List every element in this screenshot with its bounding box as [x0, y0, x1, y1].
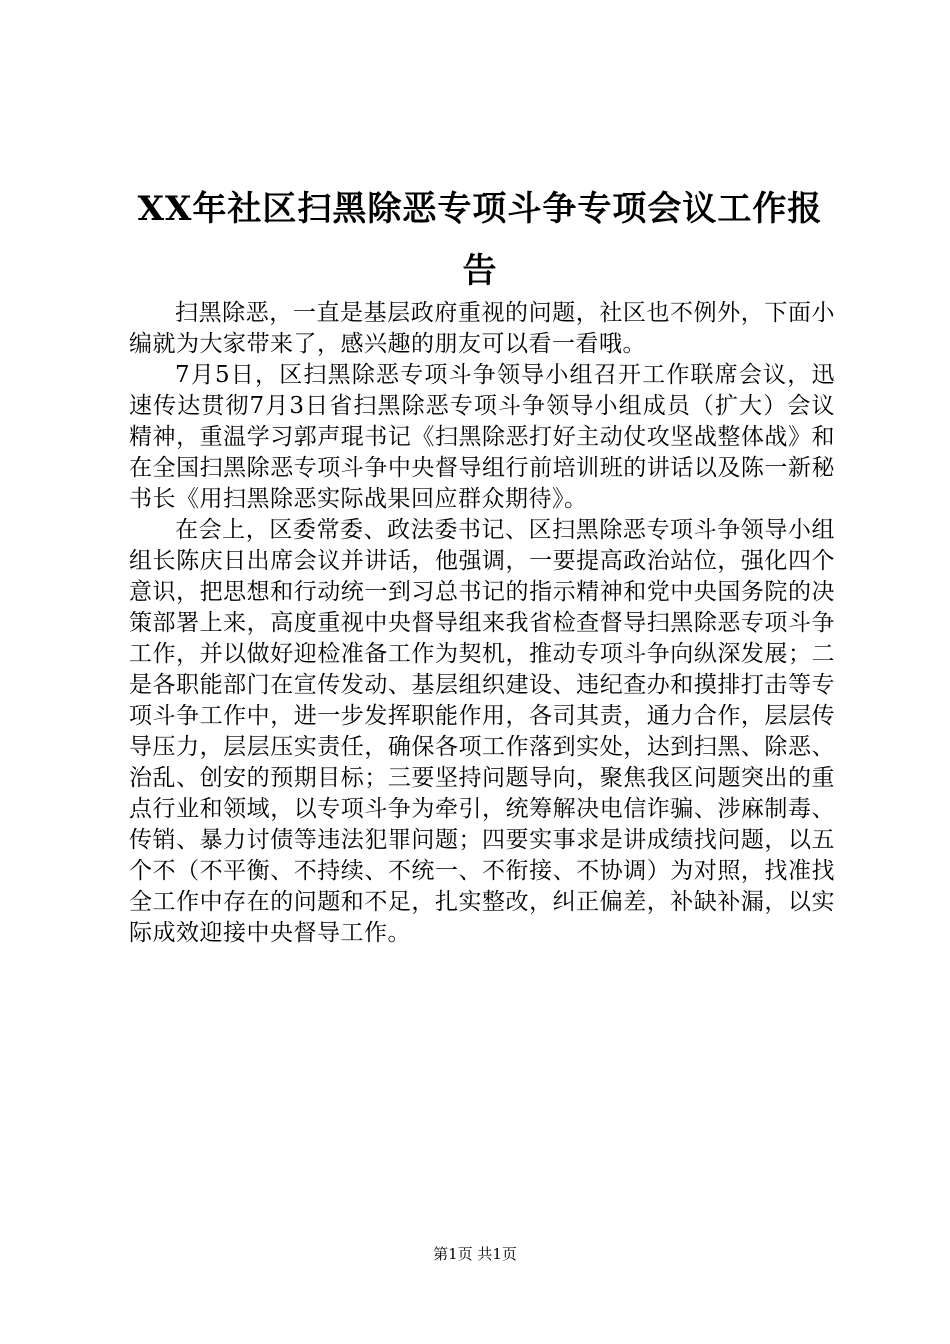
paragraph-speech: 在会上，区委常委、政法委书记、区扫黑除恶专项斗争领导小组组长陈庆日出席会议并讲话，他强调，一要提高政治站位，强化四个意识，把思想和行动统一到习总书记的指示精神和党中央国务院的决策部署上来，高度重视中央督导组来我省检查督导扫黑除恶专项斗争工作，并以做好迎检准备工作为契机，推动专项斗争向纵深发展；二是各职能部门在宣传发动、基层组织建设、违纪查办和摸排打击等专项斗争工作中，进一步发挥职能作用，各司其责，通力合作，层层传导压力，层层压实责任，确保各项工作落到实处，达到扫黑、除恶、治乱、创安的预期目标；三要坚持问题导向，聚焦我区问题突出的重点行业和领域，以专项斗争为牵引，统筹解决电信诈骗、涉麻制毒、传销、暴力讨债等违法犯罪问题；四要实事求是讲成绩找问题，以五个不（不平衡、不持续、不统一、不衔接、不协调）为对照，找准找全工作中存在的问题和不足，扎实整改，纠正偏差，补缺补漏，以实际成效迎接中央督导工作。	[129, 517, 835, 946]
paragraph-intro: 扫黑除恶，一直是基层政府重视的问题，社区也不例外，下面小编就为大家带来了，感兴趣的朋友可以看一看哦。	[129, 300, 835, 357]
document-title: XX年社区扫黑除恶专项斗争专项会议工作报告	[137, 189, 823, 291]
page-number-footer: 第1页 共1页	[433, 1245, 517, 1263]
paragraph-meeting: 7月5日，区扫黑除恶专项斗争领导小组召开工作联席会议，迅速传达贯彻7月3日省扫黑除恶专项斗争领导小组成员（扩大）会议精神，重温学习郭声琨书记《扫黑除恶打好主动仗攻坚战整体战》和在全国扫黑除恶专项斗争中央督导组行前培训班的讲话以及陈一新秘书长《用扫黑除恶实际战果回应群众期待》。	[129, 362, 835, 512]
document-body	[129, 298, 835, 949]
